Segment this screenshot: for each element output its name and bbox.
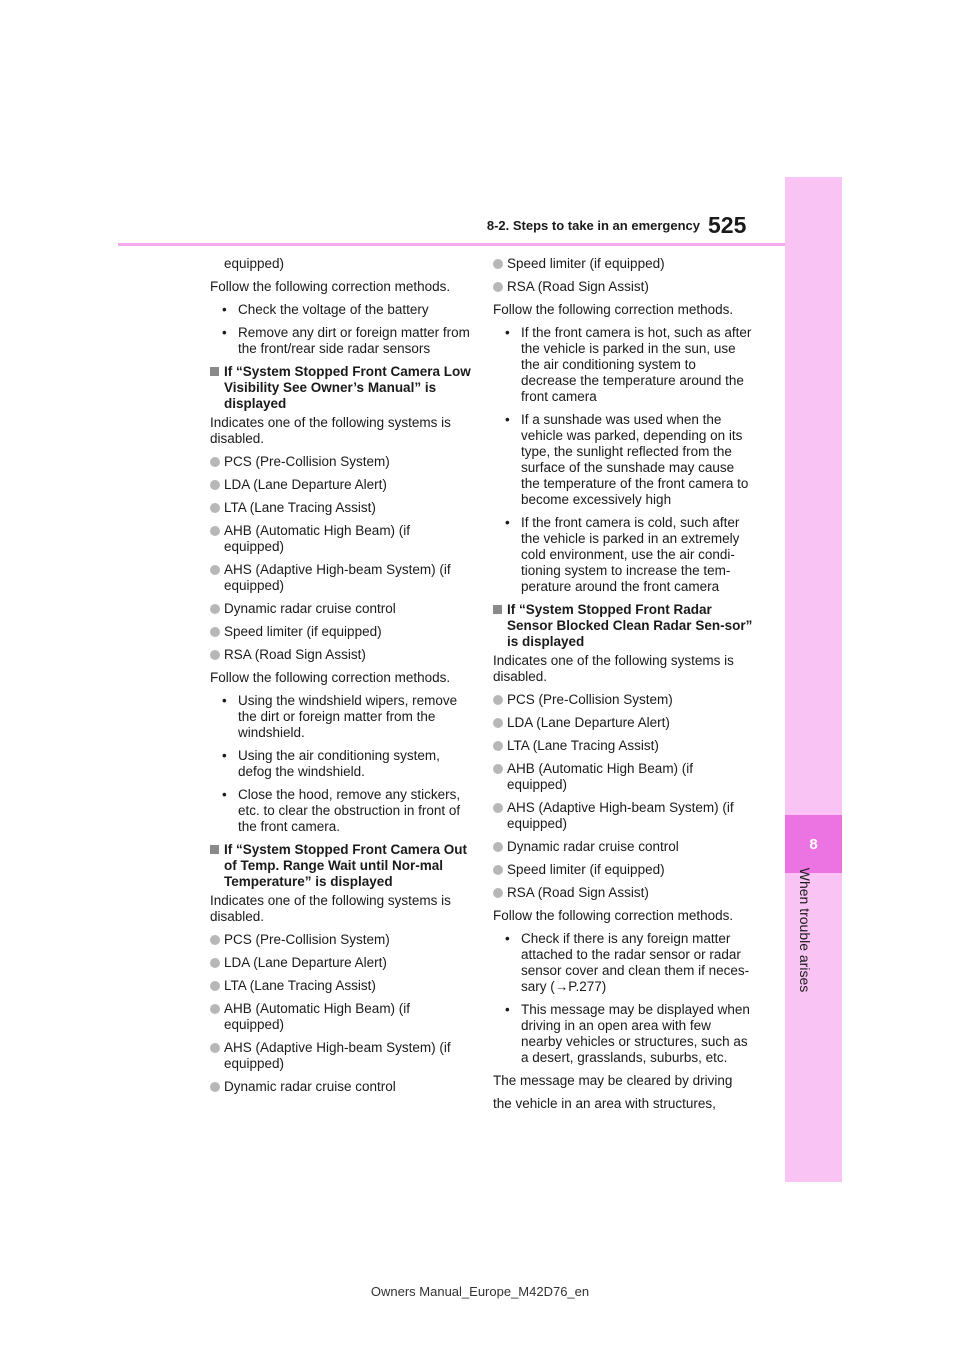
section-title: 8-2. Steps to take in an emergency: [486, 218, 700, 233]
system-item: AHB (Automatic High Beam) (if equipped): [493, 761, 755, 793]
system-item: LTA (Lane Tracing Assist): [210, 978, 472, 994]
method-item: • Using the air conditioning system, defog the windshield.: [210, 748, 472, 780]
method-item: • If a sunshade was used when the vehicle was parked, depending on its type, the sunlight reflected from the surface of the sunshade may cause the temperature of the front camera to become excessively high: [493, 412, 755, 508]
indicates-text: Indicates one of the following systems is disabled.: [493, 653, 734, 684]
system-item: PCS (Pre-Collision System): [210, 932, 472, 948]
system-item: LDA (Lane Departure Alert): [210, 477, 472, 493]
method-item: • Remove any dirt or foreign matter from the front/rear side radar sensors: [210, 325, 472, 357]
system-item: LDA (Lane Departure Alert): [210, 955, 472, 971]
system-item: AHS (Adaptive High-beam System) (if equipped): [210, 1040, 472, 1072]
system-item: Dynamic radar cruise control: [210, 1079, 472, 1095]
system-item: Speed limiter (if equipped): [493, 862, 755, 878]
subsection-heading: If “System Stopped Front Camera Low Visibility See Owner’s Manual” is displayed: [210, 364, 472, 412]
follow-instructions: Follow the following correction methods.: [210, 279, 451, 294]
method-item: • If the front camera is hot, such as after the vehicle is parked in the sun, use the air conditioning system to decrease the temperature around the front camera: [493, 325, 755, 405]
system-item: Dynamic radar cruise control: [210, 601, 472, 617]
method-item: • Close the hood, remove any stickers, etc. to clear the obstruction in front of the front camera.: [210, 787, 472, 835]
system-item: LDA (Lane Departure Alert): [493, 715, 755, 731]
chapter-number: 8: [785, 815, 842, 873]
system-item: AHS (Adaptive High-beam System) (if equipped): [210, 562, 472, 594]
system-item: Speed limiter (if equipped): [210, 624, 472, 640]
system-item: RSA (Road Sign Assist): [493, 279, 755, 295]
system-item: RSA (Road Sign Assist): [493, 885, 755, 901]
page-number: 525: [708, 212, 747, 238]
system-item: Dynamic radar cruise control: [493, 839, 755, 855]
system-item: PCS (Pre-Collision System): [210, 454, 472, 470]
system-item: AHB (Automatic High Beam) (if equipped): [210, 523, 472, 555]
method-item: • Check if there is any foreign matter attached to the radar sensor or radar sensor cover and clean them if neces-sary (→P.277): [493, 931, 755, 995]
method-item: • This message may be displayed when driving in an open area with few nearby vehicles or structures, such as a desert, grasslands, suburbs, etc.: [493, 1002, 755, 1066]
subsection-heading: If “System Stopped Front Radar Sensor Blocked Clean Radar Sen-sor” is displayed: [493, 602, 755, 650]
system-item: Speed limiter (if equipped): [493, 256, 755, 272]
chapter-side-tab: [785, 177, 842, 1182]
header-divider: [118, 243, 785, 246]
closing-text-line: The message may be cleared by driving: [493, 1073, 733, 1088]
indicates-text: Indicates one of the following systems is disabled.: [210, 893, 451, 924]
left-column: [210, 256, 472, 1102]
footer-document-id: Owners Manual_Europe_M42D76_en: [370, 1284, 590, 1299]
system-item: AHB (Automatic High Beam) (if equipped): [210, 1001, 472, 1033]
method-item: • Check the voltage of the battery: [210, 302, 472, 318]
follow-instructions: Follow the following correction methods.: [493, 302, 734, 317]
indicates-text: Indicates one of the following systems is disabled.: [210, 415, 451, 446]
system-item: LTA (Lane Tracing Assist): [210, 500, 472, 516]
method-item: • Using the windshield wipers, remove the dirt or foreign matter from the windshield.: [210, 693, 472, 741]
intro-continuation: equipped): [224, 256, 285, 271]
follow-instructions: Follow the following correction methods.: [493, 908, 734, 923]
subsection-heading: If “System Stopped Front Camera Out of Temp. Range Wait until Nor-mal Temperature” is displayed: [210, 842, 472, 890]
chapter-title: When trouble arises: [797, 867, 813, 993]
right-column: [493, 256, 755, 1119]
system-item: LTA (Lane Tracing Assist): [493, 738, 755, 754]
closing-text-line: the vehicle in an area with structures,: [493, 1096, 716, 1111]
system-item: AHS (Adaptive High-beam System) (if equipped): [493, 800, 755, 832]
system-item: PCS (Pre-Collision System): [493, 692, 755, 708]
follow-instructions: Follow the following correction methods.: [210, 670, 451, 685]
system-item: RSA (Road Sign Assist): [210, 647, 472, 663]
method-item: • If the front camera is cold, such after the vehicle is parked in an extremely cold environment, use the air condi-tioning system to increase the tem-perature around the front camera: [493, 515, 755, 595]
